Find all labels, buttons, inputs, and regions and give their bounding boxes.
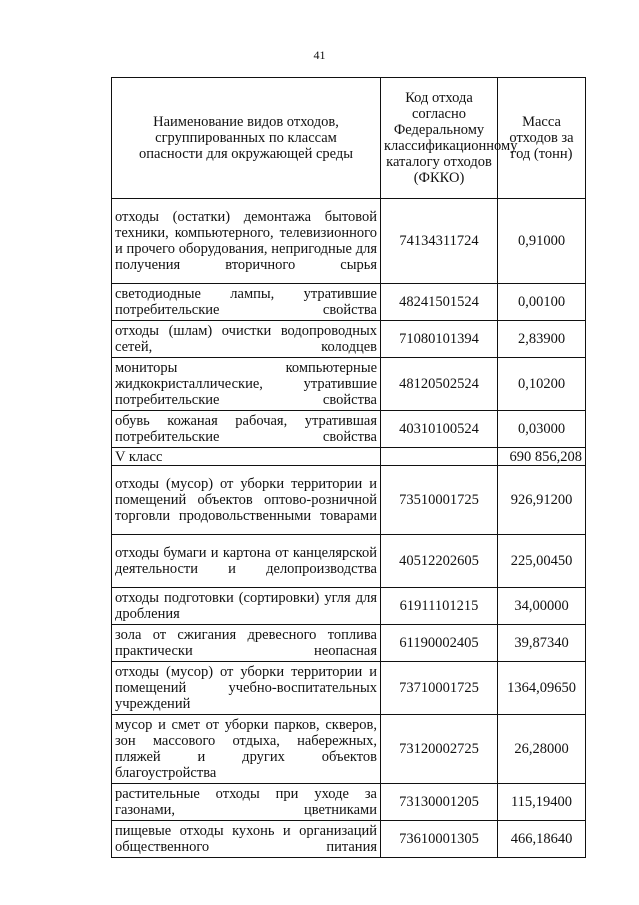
waste-code: 61190002405 bbox=[381, 625, 498, 662]
waste-mass: 39,87340 bbox=[498, 625, 586, 662]
class-code-empty bbox=[381, 448, 498, 466]
waste-mass: 0,00100 bbox=[498, 284, 586, 321]
waste-code: 73610001305 bbox=[381, 821, 498, 858]
waste-mass: 466,18640 bbox=[498, 821, 586, 858]
table-row bbox=[112, 284, 586, 321]
waste-code: 48120502524 bbox=[381, 358, 498, 411]
waste-mass: 115,19400 bbox=[498, 784, 586, 821]
waste-mass: 0,91000 bbox=[498, 199, 586, 284]
table-row bbox=[112, 821, 586, 858]
waste-name: отходы (мусор) от уборки территории и помещений объектов оптово-розничной торговли продовольственными товарами bbox=[112, 466, 381, 535]
waste-mass: 34,00000 bbox=[498, 588, 586, 625]
table-row bbox=[112, 411, 586, 448]
class-row bbox=[112, 448, 586, 466]
waste-code: 73710001725 bbox=[381, 662, 498, 715]
page-number: 41 bbox=[313, 48, 326, 62]
class-name: V класс bbox=[112, 448, 381, 466]
table-row bbox=[112, 784, 586, 821]
waste-name: пищевые отходы кухонь и организаций общественного питания bbox=[112, 821, 381, 858]
waste-name: мусор и смет от уборки парков, скверов, зон массового отдыха, набережных, пляжей и других объектов благоустройства bbox=[112, 715, 381, 784]
waste-code: 71080101394 bbox=[381, 321, 498, 358]
waste-name: зола от сжигания древесного топлива практически неопасная bbox=[112, 625, 381, 662]
table-row bbox=[112, 358, 586, 411]
waste-code: 40512202605 bbox=[381, 535, 498, 588]
table-row bbox=[112, 199, 586, 284]
waste-mass: 225,00450 bbox=[498, 535, 586, 588]
waste-name: отходы бумаги и картона от канцелярской деятельности и делопроизводства bbox=[112, 535, 381, 588]
header-code: Код отхода согласно Федеральному классификационному каталогу отходов (ФККО) bbox=[381, 78, 498, 199]
header-row bbox=[112, 78, 586, 199]
waste-code: 48241501524 bbox=[381, 284, 498, 321]
waste-mass: 2,83900 bbox=[498, 321, 586, 358]
class-mass: 690 856,208 bbox=[498, 448, 586, 466]
table-row bbox=[112, 466, 586, 535]
header-name: Наименование видов отходов, сгруппированных по классам опасности для окружающей среды bbox=[112, 78, 381, 199]
waste-mass: 1364,09650 bbox=[498, 662, 586, 715]
table-row bbox=[112, 535, 586, 588]
table-row bbox=[112, 588, 586, 625]
waste-code: 61911101215 bbox=[381, 588, 498, 625]
waste-code: 73120002725 bbox=[381, 715, 498, 784]
waste-mass: 26,28000 bbox=[498, 715, 586, 784]
waste-name: отходы (мусор) от уборки территории и помещений учебно-воспитательных учреждений bbox=[112, 662, 381, 715]
waste-table bbox=[111, 77, 586, 858]
waste-name: отходы (остатки) демонтажа бытовой техники, компьютерного, телевизионного и прочего оборудования, непригодные для получения вторичного сырья bbox=[112, 199, 381, 284]
waste-name: обувь кожаная рабочая, утратившая потребительские свойства bbox=[112, 411, 381, 448]
waste-name: отходы подготовки (сортировки) угля для дробления bbox=[112, 588, 381, 625]
waste-name: растительные отходы при уходе за газонами, цветниками bbox=[112, 784, 381, 821]
waste-name: отходы (шлам) очистки водопроводных сетей, колодцев bbox=[112, 321, 381, 358]
waste-name: мониторы компьютерные жидкокристаллические, утратившие потребительские свойства bbox=[112, 358, 381, 411]
waste-mass: 0,10200 bbox=[498, 358, 586, 411]
waste-code: 40310100524 bbox=[381, 411, 498, 448]
waste-code: 74134311724 bbox=[381, 199, 498, 284]
table-row bbox=[112, 625, 586, 662]
waste-name: светодиодные лампы, утратившие потребительские свойства bbox=[112, 284, 381, 321]
table-row bbox=[112, 321, 586, 358]
waste-code: 73510001725 bbox=[381, 466, 498, 535]
waste-code: 73130001205 bbox=[381, 784, 498, 821]
header-mass: Масса отходов за год (тонн) bbox=[498, 78, 586, 199]
table-row bbox=[112, 662, 586, 715]
table-row bbox=[112, 715, 586, 784]
waste-mass: 926,91200 bbox=[498, 466, 586, 535]
waste-mass: 0,03000 bbox=[498, 411, 586, 448]
